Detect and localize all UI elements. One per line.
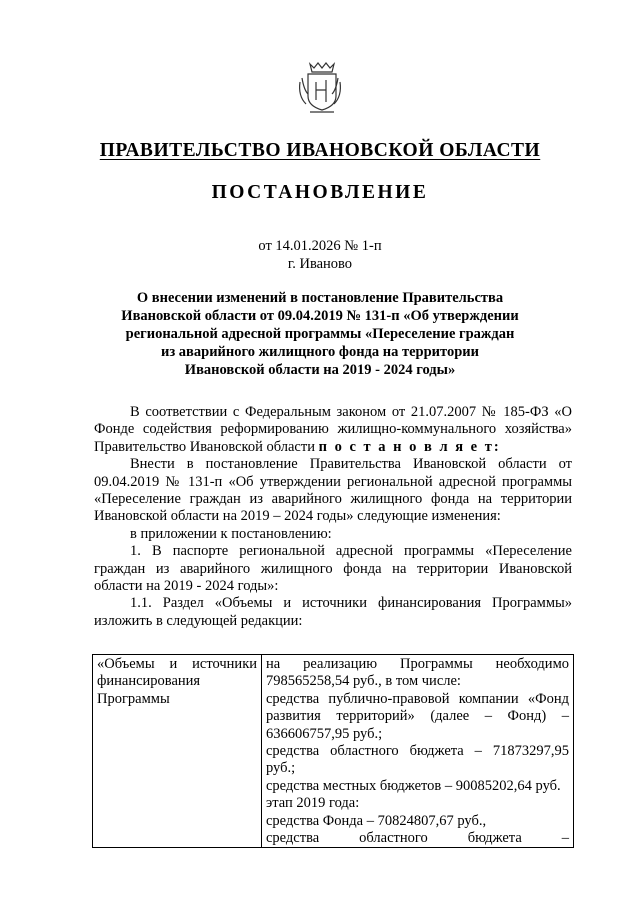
- date-block: [0, 237, 640, 273]
- stage-fund-amount: средства Фонда – 70824807,67 руб.,: [266, 812, 487, 829]
- resolves-word: п о с т а н о в л я е т:: [318, 438, 501, 455]
- stage-regional-amount: средства областного бюджета –: [266, 830, 569, 847]
- city: г. Иваново: [287, 256, 353, 272]
- title-line: Ивановской области на 2019 - 2024 годы»: [184, 362, 456, 378]
- title-line: Ивановской области от 09.04.2019 № 131-п «Об утверждении: [121, 308, 519, 324]
- total-amount: на реализацию Программы необходимо 798565258,54 руб., в том числе:: [266, 656, 569, 690]
- preamble-text: В соответствии с Федеральным законом от 21.07.2007 № 185-ФЗ «О Фонде содействия реформированию жилищно-коммунального хозяйства» Правительство Ивановской области: [94, 404, 572, 455]
- title-line: региональной адресной программы «Переселение граждан: [125, 326, 515, 342]
- organization-name: ПРАВИТЕЛЬСТВО ИВАНОВСКОЙ ОБЛАСТИ: [99, 140, 541, 161]
- paragraph-item-1: 1. В паспорте региональной адресной программы «Переселение граждан из аварийного жилищного фонда на территории Ивановской области на 2019 - 2024 годы»:: [94, 543, 572, 595]
- document-type: ПОСТАНОВЛЕНИЕ: [211, 182, 429, 203]
- coat-of-arms-icon: [296, 60, 344, 116]
- regional-amount: средства областного бюджета – 71873297,95 руб.;: [266, 743, 569, 777]
- title-line: О внесении изменений в постановление Правительства: [136, 290, 504, 306]
- paragraph-amend: Внести в постановление Правительства Ивановской области от 09.04.2019 № 131-п «Об утверждении региональной адресной программы «Переселение граждан из аварийного жилищного фонда на территории Ивановской области на 2019 – 2024 годы» следующие изменения:: [94, 456, 572, 525]
- financing-table: [92, 654, 574, 848]
- stage-label: этап 2019 года:: [266, 795, 360, 812]
- cell-label-text: «Объемы и источники финансирования Программы: [97, 656, 257, 707]
- table-cell-label: [93, 655, 262, 848]
- paragraph-annex: в приложении к постановлению:: [130, 525, 332, 542]
- fund-amount: средства публично-правовой компании «Фонд развития территорий» (далее – Фонд) – 636606757,95 руб.;: [266, 690, 569, 742]
- date-number: от 14.01.2026 № 1-п: [258, 238, 382, 254]
- paragraph-preamble: [94, 404, 572, 456]
- paragraph-item-1-1: 1.1. Раздел «Объемы и источники финансирования Программы» изложить в следующей редакции:: [94, 595, 572, 629]
- document-body: [94, 404, 572, 630]
- table-cell-value: [262, 655, 574, 848]
- local-amount: средства местных бюджетов – 90085202,64 руб.: [266, 777, 561, 794]
- title-line: из аварийного жилищного фонда на территории: [161, 344, 479, 360]
- document-title: [100, 289, 540, 379]
- table-row: [93, 655, 574, 848]
